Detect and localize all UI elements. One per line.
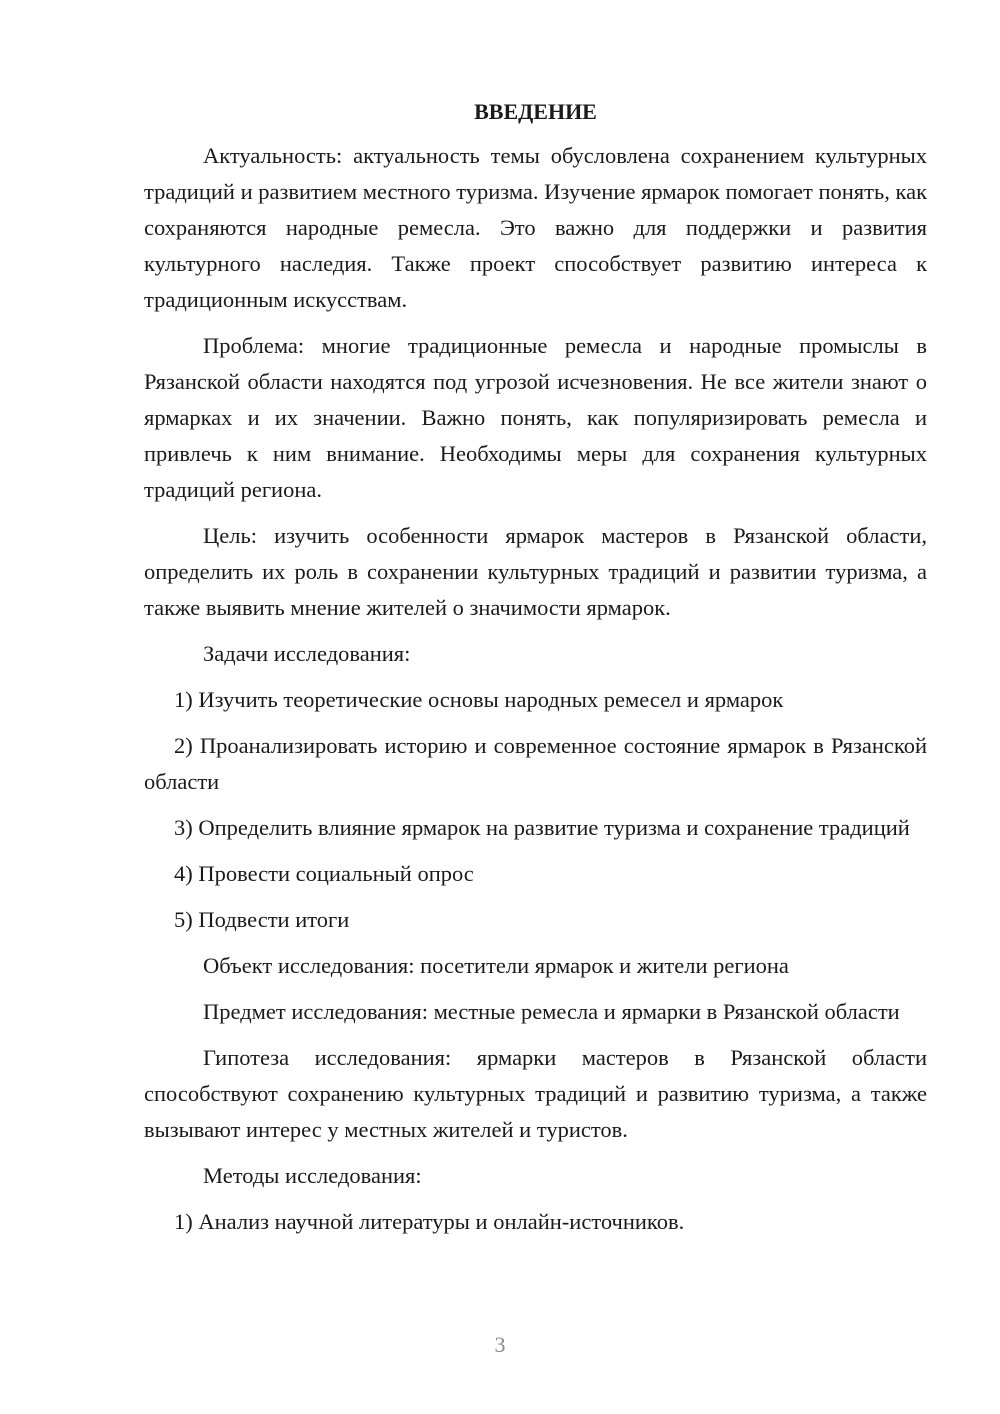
page-number: 3 xyxy=(494,1332,506,1357)
list-item: 4) Провести социальный опрос xyxy=(174,861,474,886)
paragraph-object: Объект исследования: посетители ярмарок и жители региона xyxy=(203,953,789,978)
list-item: 3) Определить влияние ярмарок на развитие туризма и сохранение традиций xyxy=(174,815,910,840)
document-page xyxy=(144,96,927,1250)
paragraph-hypothesis: Гипотеза исследования: ярмарки мастеров в Рязанской области способствуют сохранению культурных традиций и развитию туризма, а также вызывают интерес у местных жителей и туристов. xyxy=(144,1045,927,1142)
paragraph-problem: Проблема: многие традиционные ремесла и народные промыслы в Рязанской области находятся под угрозой исчезновения. Не все жители знают о ярмарках и их значении. Важно понять, как популяризировать ремесла и привлечь к ним внимание. Необходимы меры для сохранения культурных традиций региона. xyxy=(144,333,927,502)
paragraph-tasks-heading: Задачи исследования: xyxy=(203,641,411,666)
paragraph-relevance: Актуальность: актуальность темы обусловлена сохранением культурных традиций и развитием местного туризма. Изучение ярмарок помогает понять, как сохраняются народные ремесла. Это важно для поддержки и развития культурного наследия. Также проект способствует развитию интереса к традиционным искусствам. xyxy=(144,143,928,312)
paragraph-goal: Цель: изучить особенности ярмарок мастеров в Рязанской области, определить их роль в сохранении культурных традиций и развитии туризма, а также выявить мнение жителей о значимости ярмарок. xyxy=(144,523,927,620)
list-item: 2) Проанализировать историю и современное состояние ярмарок в Рязанской области xyxy=(144,733,927,794)
list-item: 1) Изучить теоретические основы народных ремесел и ярмарок xyxy=(174,687,784,712)
paragraph-methods-heading: Методы исследования: xyxy=(203,1163,422,1188)
list-item: 1) Анализ научной литературы и онлайн-источников. xyxy=(174,1209,685,1234)
paragraph-subject: Предмет исследования: местные ремесла и ярмарки в Рязанской области xyxy=(203,999,900,1024)
section-title: ВВЕДЕНИЕ xyxy=(474,99,597,124)
list-item: 5) Подвести итоги xyxy=(174,907,350,932)
